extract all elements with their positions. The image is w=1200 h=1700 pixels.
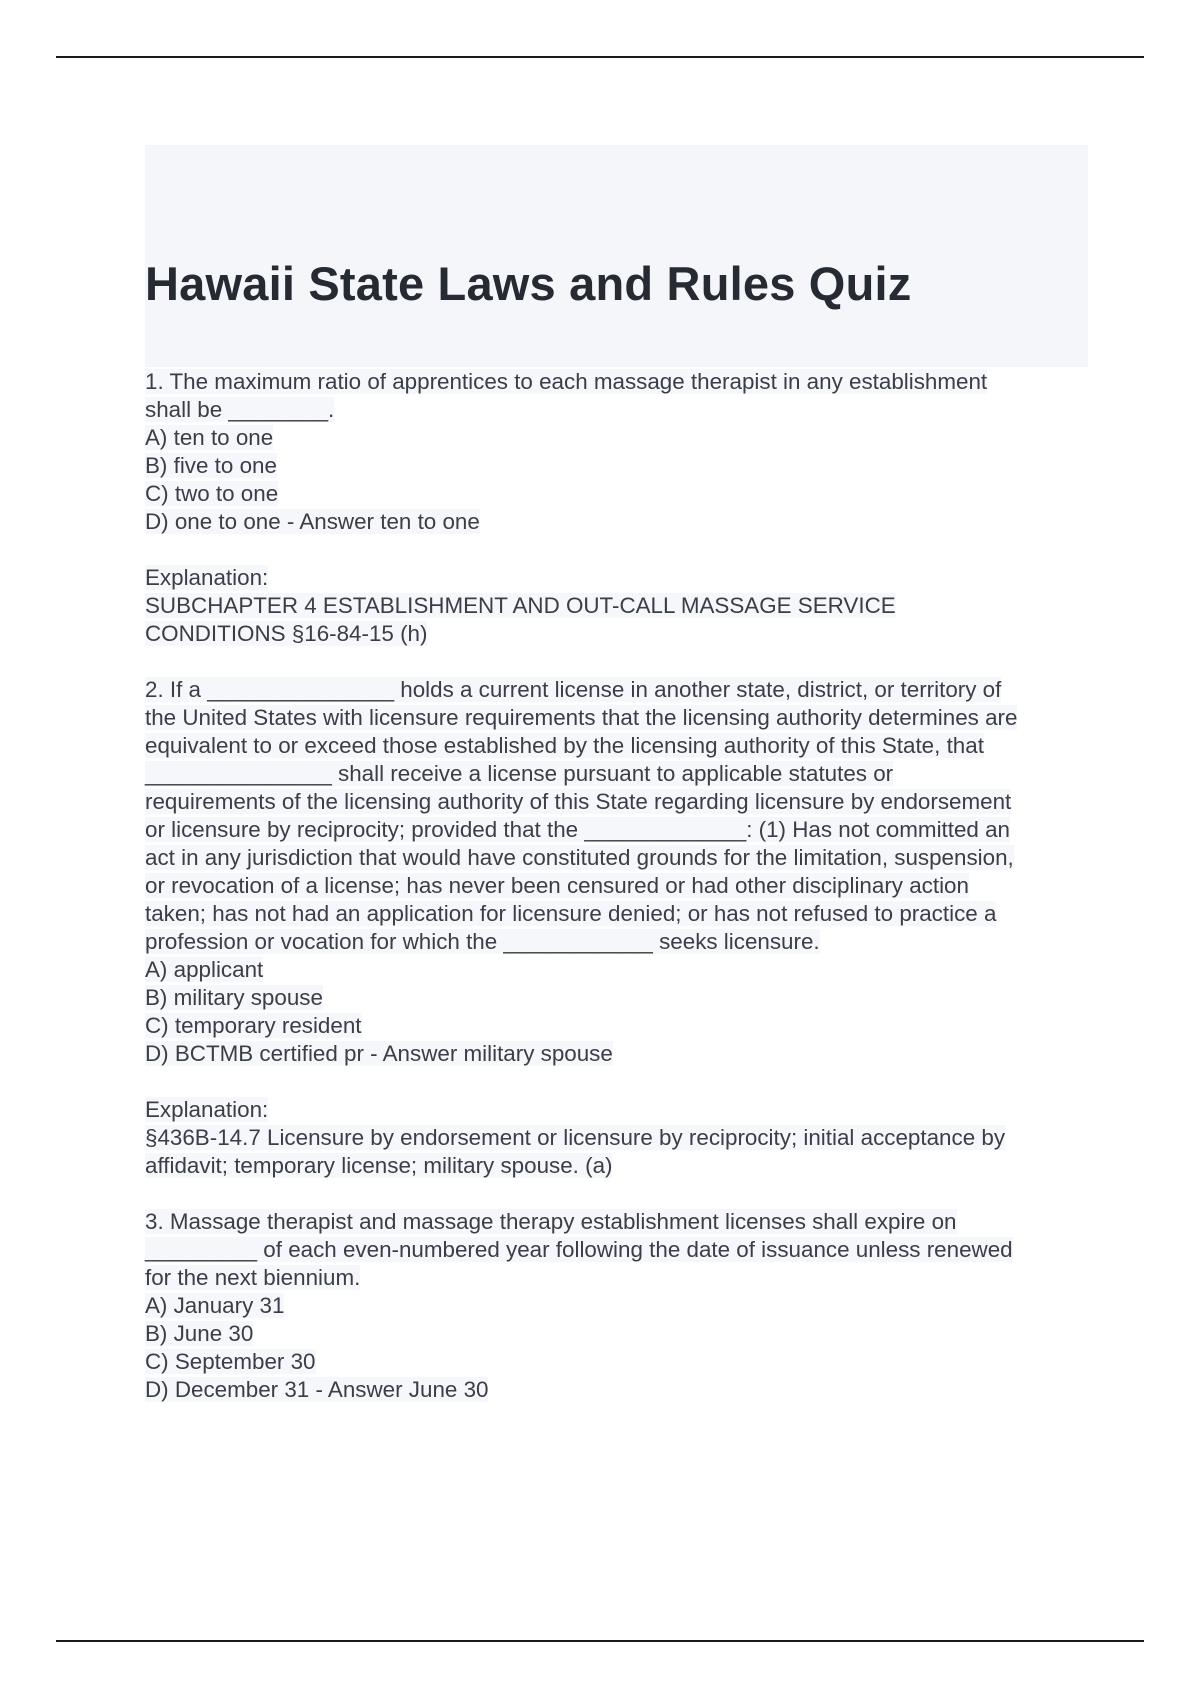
explanation-text-line: affidavit; temporary license; military spouse. (a) bbox=[145, 1153, 613, 1178]
answer-option: A) applicant bbox=[145, 957, 264, 982]
question-text-line: equivalent to or exceed those established by the licensing authority of this State, that bbox=[145, 733, 984, 758]
question-text-line: 3. Massage therapist and massage therapy establishment licenses shall expire on bbox=[145, 1209, 957, 1234]
explanation-label: Explanation: bbox=[145, 1097, 269, 1122]
explanation-text-line: SUBCHAPTER 4 ESTABLISHMENT AND OUT-CALL MASSAGE SERVICE bbox=[145, 593, 896, 618]
question-text-line: 1. The maximum ratio of apprentices to each massage therapist in any establishment bbox=[145, 369, 988, 394]
question-1 bbox=[145, 368, 1090, 536]
answer-option: C) temporary resident bbox=[145, 1013, 362, 1038]
explanation-2 bbox=[145, 1096, 1090, 1180]
answer-option: A) ten to one bbox=[145, 425, 274, 450]
question-text-line: or revocation of a license; has never been censured or had other disciplinary action bbox=[145, 873, 969, 898]
question-text-line: taken; has not had an application for licensure denied; or has not refused to practice a bbox=[145, 901, 997, 926]
answer-option: B) June 30 bbox=[145, 1321, 254, 1346]
bottom-rule bbox=[56, 1640, 1144, 1642]
document-title: Hawaii State Laws and Rules Quiz bbox=[145, 257, 912, 310]
answer-option: C) September 30 bbox=[145, 1349, 316, 1374]
question-text-line: _______________ shall receive a license pursuant to applicable statutes or bbox=[145, 761, 894, 786]
explanation-text-line: CONDITIONS §16-84-15 (h) bbox=[145, 621, 428, 646]
question-2 bbox=[145, 676, 1090, 1068]
answer-option: A) January 31 bbox=[145, 1293, 285, 1318]
top-rule bbox=[56, 56, 1144, 58]
question-text-line: profession or vocation for which the ____________ seeks licensure. bbox=[145, 929, 820, 954]
question-text-line: 2. If a _______________ holds a current license in another state, district, or territory of bbox=[145, 677, 1002, 702]
question-text-line: act in any jurisdiction that would have constituted grounds for the limitation, suspension, bbox=[145, 845, 1014, 870]
answer-option: D) BCTMB certified pr - Answer military spouse bbox=[145, 1041, 613, 1066]
answer-option: D) December 31 - Answer June 30 bbox=[145, 1377, 489, 1402]
explanation-label: Explanation: bbox=[145, 565, 269, 590]
answer-option: B) five to one bbox=[145, 453, 277, 478]
question-text-line: the United States with licensure requirements that the licensing authority determines are bbox=[145, 705, 1018, 730]
question-3 bbox=[145, 1208, 1090, 1404]
answer-option: B) military spouse bbox=[145, 985, 323, 1010]
answer-option: C) two to one bbox=[145, 481, 279, 506]
question-text-line: for the next biennium. bbox=[145, 1265, 361, 1290]
question-text-line: requirements of the licensing authority of this State regarding licensure by endorsement bbox=[145, 789, 1012, 814]
question-text-line: _________ of each even-numbered year following the date of issuance unless renewed bbox=[145, 1237, 1013, 1262]
answer-option: D) one to one - Answer ten to one bbox=[145, 509, 480, 534]
question-text-line: or licensure by reciprocity; provided that the _____________: (1) Has not committed an bbox=[145, 817, 1011, 842]
quiz-content bbox=[145, 368, 1090, 1432]
explanation-1 bbox=[145, 564, 1090, 648]
question-text-line: shall be ________. bbox=[145, 397, 335, 422]
explanation-text-line: §436B-14.7 Licensure by endorsement or licensure by reciprocity; initial acceptance by bbox=[145, 1125, 1006, 1150]
